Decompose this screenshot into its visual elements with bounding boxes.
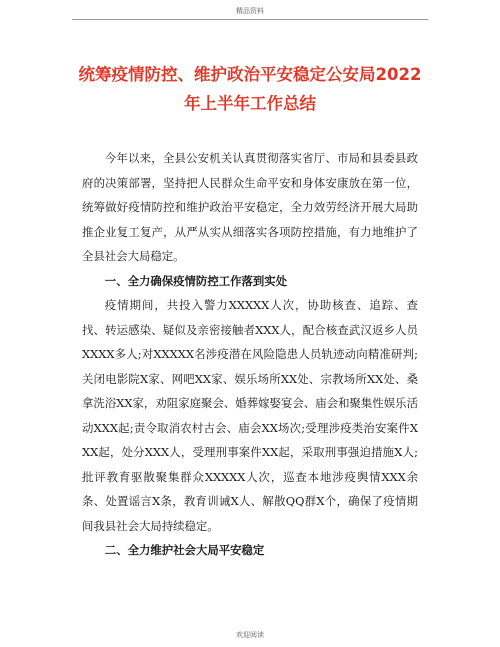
footer-note: 欢迎阅读 (236, 631, 264, 639)
document-title (60, 60, 440, 118)
section-1-paragraph: 疫情期间，共投入警力XXXXX人次，协助核查、追踪、查找、转运感染、疑似及亲密接触者XXX人，配合核查武汉返乡人员XXXX多人;对XXXXX名涉疫潜在风险隐患人员轨迹动向精准研判;关闭电影院X家、网吧XX家、娱乐场所XX处、宗教场所XX处、桑拿洗浴XX家，劝阻家庭聚会、婚葬嫁娶宴会、庙会和聚集性娱乐活动XXX起;责令取消农村古会、庙会XX场次;受理涉疫类治安案件XXX起，处分XXX人，受理刑事案件XX起，采取刑事强迫措施X人;批评教育驱散聚集群众XXXXX人次，巡查本地涉疫舆情XXX余条、处置谣言X条，教育训诫X人、解散QQ群X个，确保了疫情期间我县社会大局持续稳定。 (82, 298, 418, 533)
section-2-heading: 二、全力维护社会大局平安稳定 (104, 543, 265, 557)
document-body (82, 146, 418, 563)
title-line-1: 统筹疫情防控、维护政治平安稳定公安局2022 (78, 65, 422, 84)
intro-paragraph: 今年以来，全县公安机关认真贯彻落实省厅、市局和县委县政府的决策部署，坚持把人民群众生命平安和身体安康放在第一位，统筹做好疫情防控和维护政治平安稳定，全力效劳经济开展大局助推企业复工复产，从严从实从细落实各项防控措施，有力地维护了全县社会大局稳定。 (82, 151, 418, 263)
header-note: 精品资料 (236, 7, 264, 15)
section-1-heading: 一、全力确保疫情防控工作落到实处 (104, 273, 288, 288)
header-divider (72, 19, 428, 20)
title-line-2: 年上半年工作总结 (184, 94, 316, 113)
